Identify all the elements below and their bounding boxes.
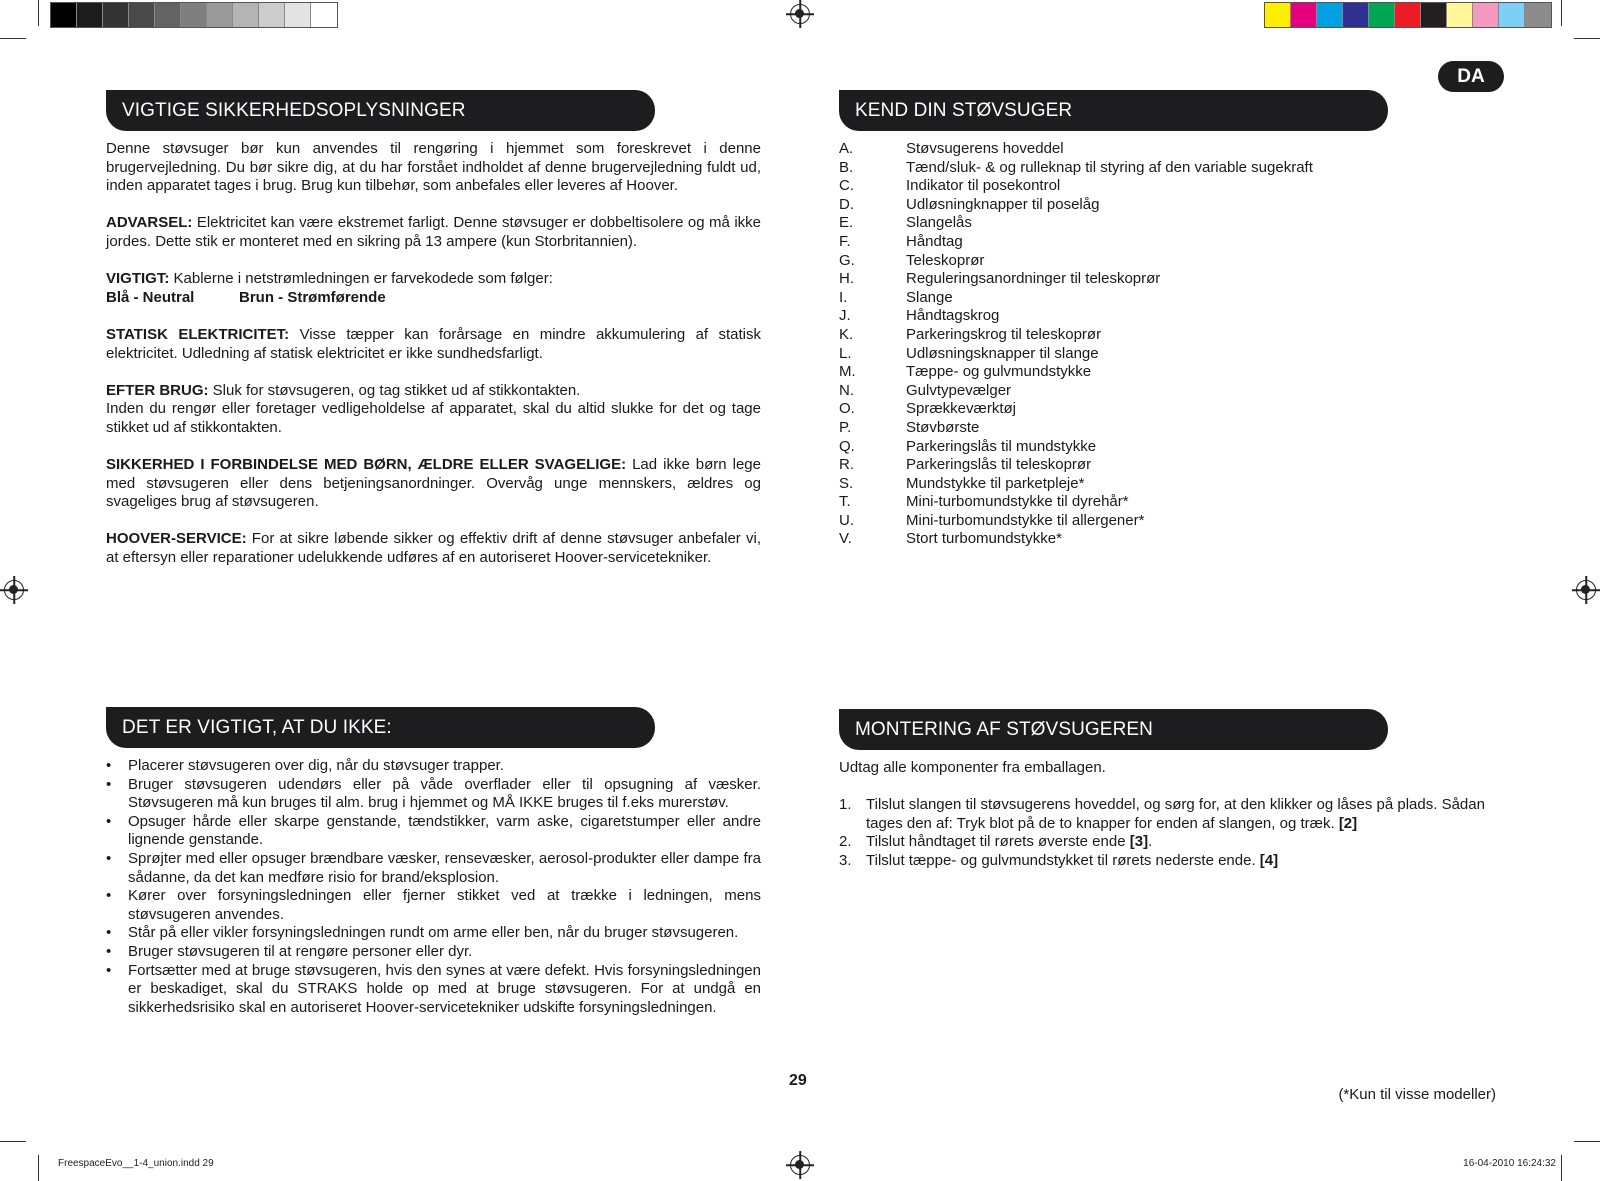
part-letter: R.: [839, 456, 854, 474]
section-title: MONTERING AF STØVSUGEREN: [855, 718, 1153, 740]
part-item: [839, 270, 1459, 289]
part-letter: U.: [839, 511, 854, 529]
registration-mark-icon: [790, 1155, 810, 1175]
color-swatch: [1343, 3, 1369, 27]
part-letter: Q.: [839, 437, 855, 455]
part-letter: J.: [839, 307, 851, 325]
registration-mark-icon: [790, 4, 810, 24]
page-number: 29: [789, 1072, 807, 1089]
part-letter: N.: [839, 381, 854, 399]
crop-mark: [0, 38, 26, 39]
important-label: VIGTIGT:: [106, 270, 170, 288]
part-letter: B.: [839, 158, 854, 176]
list-item: • Placerer støvsugeren over dig, når du støvsuger trapper.: [106, 757, 761, 776]
section-header-assembly: [839, 709, 1388, 750]
section-title: VIGTIGE SIKKERHEDSOPLYSNINGER: [122, 99, 466, 121]
color-swatch: [1525, 3, 1551, 27]
color-swatch: [1369, 3, 1395, 27]
part-name: Stort turbomundstykke*: [906, 530, 1062, 548]
static-label: STATISK ELEKTRICITET:: [106, 325, 290, 343]
part-name: Håndtagskrog: [906, 307, 1000, 325]
part-letter: I.: [839, 288, 848, 306]
part-item: [839, 196, 1459, 215]
color-swatch: [1265, 3, 1291, 27]
step-text: Tilslut slangen til støvsugerens hoveddel, og sørg for, at den klikker og låses på plads. Sådan tages den af: Tryk blot på de to knapper for enden af slangen, og træk.: [866, 796, 1485, 832]
crop-mark: [0, 1141, 26, 1142]
part-letter: P.: [839, 418, 852, 436]
part-name: Slangelås: [906, 214, 972, 232]
after-use-text: Sluk for støvsugeren, og tag stikket ud af stikkontakten.: [208, 381, 581, 399]
wire-color-codes: [106, 289, 761, 308]
part-item: [839, 345, 1459, 364]
color-swatch: [1421, 3, 1447, 27]
part-item: [839, 438, 1459, 457]
footnote: (*Kun til visse modeller): [1338, 1086, 1496, 1103]
after-use-label: EFTER BRUG:: [106, 381, 209, 399]
part-letter: C.: [839, 177, 854, 195]
color-swatch: [1499, 3, 1525, 27]
step-text: Tilslut håndtaget til rørets øverste ende: [866, 833, 1130, 851]
figure-reference: [3]: [1129, 833, 1149, 851]
part-name: Teleskoprør: [906, 251, 985, 269]
list-item: • Opsuger hårde eller skarpe genstande, tændstikker, varm aske, cigaretstumper eller andre lignende genstande.: [106, 813, 761, 850]
list-item: • Fortsætter med at bruge støvsugeren, hvis den synes at være defekt. Hvis forsyningsledningen er beskadiget, skal du STRAKS holde op med at bruge støvsugeren. For at undgå en sikkerhedsrisiko skal en autoriseret Hoover-servicetekniker udskifte forsyningsledningen.: [106, 962, 761, 1018]
part-name: Mini-turbomundstykke til dyrehår*: [906, 493, 1129, 511]
part-item: [839, 289, 1459, 308]
section-header-donts: [106, 707, 655, 748]
part-name: Udløsningsknapper til slange: [906, 344, 1099, 362]
part-item: [839, 475, 1459, 494]
part-item: [839, 530, 1459, 549]
part-item: [839, 400, 1459, 419]
part-item: [839, 159, 1459, 178]
color-swatch: [311, 3, 337, 27]
safety-intro: Denne støvsuger bør kun anvendes til rengøring i hjemmet som foreskrevet i denne brugervejledning. Du bør sikre dig, at du har forstået indholdet af denne brugervejledning fuldt ud, inden apparatet tages i brug. Brug kun tilbehør, som anbefales eller leveres af Hoover.: [106, 140, 761, 195]
donts-text: [106, 757, 761, 1017]
warning-text: Elektricitet kan være ekstremet farligt. Denne støvsuger er dobbeltisolere og må ikke jordes. Dette stik er monteret med en sikring på 13 ampere (kun Storbritannien).: [106, 214, 761, 250]
part-name: Tænd/sluk- & og rulleknap til styring af den variable sugekraft: [906, 158, 1313, 176]
part-item: [839, 177, 1459, 196]
figure-reference: [4]: [1259, 851, 1279, 869]
part-item: [839, 326, 1459, 345]
section-header-parts: [839, 90, 1388, 131]
language-badge: DA: [1438, 61, 1504, 92]
wire-blue: Blå - Neutral: [106, 288, 195, 306]
part-item: [839, 307, 1459, 326]
part-letter: H.: [839, 270, 854, 288]
part-name: Mundstykke til parketpleje*: [906, 474, 1085, 492]
part-item: [839, 419, 1459, 438]
crop-mark: [1574, 38, 1600, 39]
list-item: • Kører over forsyningsledningen eller fjerner stikket ved at trække i ledningen, mens støvsugeren anvendes.: [106, 887, 761, 924]
parts-text: [839, 140, 1459, 549]
list-item: • Står på eller vikler forsyningsledningen rundt om arme eller ben, når du bruger støvsugeren.: [106, 924, 761, 943]
color-swatch: [129, 3, 155, 27]
part-name: Parkeringslås til mundstykke: [906, 437, 1097, 455]
color-swatch: [1395, 3, 1421, 27]
list-item: • Bruger støvsugeren til at rengøre personer eller dyr.: [106, 943, 761, 962]
part-letter: O.: [839, 400, 855, 418]
step-tail: .: [1148, 833, 1153, 851]
registration-mark-icon: [1576, 580, 1596, 600]
part-letter: E.: [839, 214, 854, 232]
children-text: Lad ikke børn lege med støvsugeren eller dens betjeningsanordninger. Overvåg unge mennskers, ældres og svageliges brug af støvsugeren.: [106, 456, 761, 511]
color-swatch: [103, 3, 129, 27]
part-item: [839, 512, 1459, 531]
crop-mark: [38, 1155, 39, 1181]
part-letter: D.: [839, 195, 854, 213]
parts-list: [839, 140, 1459, 549]
part-item: [839, 140, 1459, 159]
color-swatch: [1291, 3, 1317, 27]
step-number: 3.: [839, 851, 852, 869]
part-name: Støvbørste: [906, 418, 980, 436]
color-swatch: [207, 3, 233, 27]
grayscale-color-bar: [50, 2, 338, 28]
color-swatch: [1473, 3, 1499, 27]
color-swatch: [77, 3, 103, 27]
part-name: Indikator til posekontrol: [906, 177, 1061, 195]
warning-label: ADVARSEL:: [106, 214, 193, 232]
important-text: Kablerne i netstrømledningen er farvekodede som følger:: [169, 270, 553, 288]
part-item: [839, 252, 1459, 271]
wire-brown: Brun - Strømførende: [239, 288, 386, 306]
step-number: 1.: [839, 796, 852, 814]
children-paragraph: [106, 456, 761, 512]
section-title: KEND DIN STØVSUGER: [855, 99, 1073, 121]
part-item: [839, 214, 1459, 233]
crop-mark: [38, 0, 39, 26]
list-item: • Sprøjter med eller opsuger brændbare væsker, rensevæsker, aerosol-produkter eller dampe fra sådanne, da det kan medføre risio for brand/eksplosion.: [106, 850, 761, 887]
figure-reference: [2]: [1338, 814, 1358, 832]
part-letter: G.: [839, 251, 855, 269]
section-title: DET ER VIGTIGT, AT DU IKKE:: [122, 716, 392, 738]
assembly-step: [839, 833, 1495, 852]
part-name: Udløsningknapper til poselåg: [906, 195, 1100, 213]
process-color-bar: [1264, 2, 1552, 28]
service-label: HOOVER-SERVICE:: [106, 530, 247, 548]
part-name: Støvsugerens hoveddel: [906, 140, 1064, 157]
crop-mark: [1561, 0, 1562, 26]
part-name: Gulvtypevælger: [906, 381, 1012, 399]
part-name: Slange: [906, 288, 953, 306]
color-swatch: [1317, 3, 1343, 27]
color-swatch: [1447, 3, 1473, 27]
slug-datetime: 16-04-2010 16:24:32: [1463, 1158, 1556, 1169]
section-header-safety: [106, 90, 655, 131]
children-label: SIKKERHED I FORBINDELSE MED BØRN, ÆLDRE ELLER SVAGELIGE:: [106, 456, 627, 474]
part-letter: V.: [839, 530, 852, 548]
part-item: [839, 363, 1459, 382]
part-letter: S.: [839, 474, 854, 492]
assembly-steps: [839, 796, 1495, 870]
part-letter: F.: [839, 232, 851, 250]
step-number: 2.: [839, 833, 852, 851]
registration-mark-icon: [4, 580, 24, 600]
static-paragraph: [106, 326, 761, 363]
crop-mark: [1561, 1155, 1562, 1181]
service-paragraph: [106, 530, 761, 567]
color-swatch: [51, 3, 77, 27]
color-swatch: [233, 3, 259, 27]
part-name: Tæppe- og gulvmundstykke: [906, 363, 1092, 381]
part-item: [839, 456, 1459, 475]
service-text: For at sikre løbende sikker og effektiv drift af denne støvsuger anbefaler vi, at eftersyn eller reparationer udelukkende udføres af en autoriseret Hoover-servicetekniker.: [106, 530, 761, 567]
part-name: Parkeringslås til teleskoprør: [906, 456, 1092, 474]
part-name: Mini-turbomundstykke til allergener*: [906, 511, 1145, 529]
assembly-step: [839, 852, 1495, 871]
step-text: Tilslut tæppe- og gulvmundstykket til rørets nederste ende.: [866, 851, 1260, 869]
slug-filename: FreespaceEvo__1-4_union.indd 29: [58, 1158, 214, 1169]
after-use-paragraph: [106, 382, 761, 438]
assembly-step: [839, 796, 1495, 833]
color-swatch: [181, 3, 207, 27]
part-letter: K.: [839, 325, 854, 343]
list-item: • Bruger støvsugeren udendørs eller på våde overflader eller til opsugning af væsker. Støvsugeren må kun bruges til alm. brug i hjemmet og MÅ IKKE bruges til f.eks murerstøv.: [106, 776, 761, 813]
part-letter: A.: [839, 140, 854, 157]
assembly-text: [839, 759, 1495, 871]
safety-text: [106, 140, 761, 586]
after-use-text-2: Inden du rengør eller foretager vedligeholdelse af apparatet, skal du altid slukke for det og tage stikket ud af stikkontakten.: [106, 400, 761, 436]
part-letter: M.: [839, 363, 856, 381]
assembly-intro: Udtag alle komponenter fra emballagen.: [839, 759, 1106, 776]
static-text: Visse tæpper kan forårsage en mindre akkumulering af statisk elektricitet. Udledning af statisk elektricitet er ikke sundhedsfarligt.: [106, 325, 761, 362]
part-item: [839, 493, 1459, 512]
part-item: [839, 382, 1459, 401]
important-paragraph: [106, 270, 761, 307]
color-swatch: [285, 3, 311, 27]
color-swatch: [155, 3, 181, 27]
crop-mark: [1574, 1141, 1600, 1142]
part-name: Håndtag: [906, 232, 963, 250]
part-item: [839, 233, 1459, 252]
part-letter: L.: [839, 344, 852, 362]
part-name: Reguleringsanordninger til teleskoprør: [906, 270, 1161, 288]
part-name: Sprækkeværktøj: [906, 400, 1017, 418]
color-swatch: [259, 3, 285, 27]
part-letter: T.: [839, 493, 851, 511]
warning-paragraph: [106, 214, 761, 251]
part-name: Parkeringskrog til teleskoprør: [906, 325, 1102, 343]
donts-list: [106, 757, 761, 1017]
